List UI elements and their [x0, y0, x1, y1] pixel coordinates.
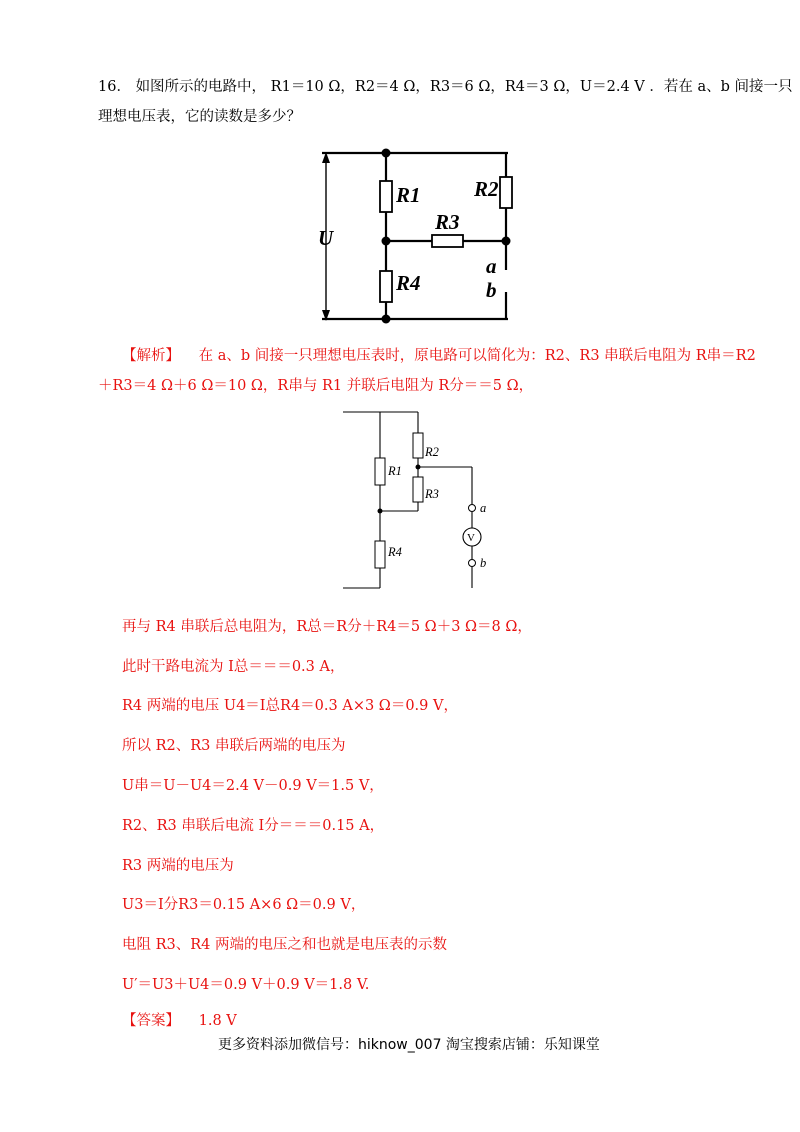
- resistor-r1: [375, 458, 385, 485]
- terminal-a: [469, 505, 476, 512]
- analysis-line-8: R2、R3 串联后电流 I分＝＝＝0.15 A，: [122, 818, 385, 834]
- label-r4: R4: [396, 271, 421, 295]
- analysis-line-5: R4 两端的电压 U4＝I总R4＝0.3 A×3 Ω＝0.9 V，: [122, 698, 458, 714]
- voltmeter-label: V: [467, 532, 475, 544]
- problem-values: R1＝10 Ω，R2＝4 Ω，R3＝6 Ω，R4＝3 Ω，U＝2.4 V: [270, 79, 645, 95]
- label-r3: R3: [425, 487, 439, 501]
- analysis-line-11: 电阻 R3、R4 两端的电压之和也就是电压表的示数: [122, 937, 448, 953]
- footer-text: 更多资料添加微信号：hiknow_007 淘宝搜索店铺：乐知课堂: [218, 1037, 600, 1053]
- analysis-line-6: 所以 R2、R3 串联后两端的电压为: [122, 738, 346, 754]
- analysis-line-10: U3＝I分R3＝0.15 A×6 Ω＝0.9 V，: [122, 897, 366, 913]
- label-b: b: [486, 278, 497, 302]
- label-r2: R2: [425, 445, 439, 459]
- analysis-text-1: 在 a、b 间接一只理想电压表时，原电路可以简化为：R2、R3 串联后电阻为 R串＝R2: [198, 348, 756, 364]
- label-b: b: [480, 556, 487, 570]
- resistor-r4: [375, 541, 385, 568]
- junction-dot: [416, 465, 421, 470]
- label-r2: R2: [474, 177, 499, 201]
- resistor-r3: [413, 477, 423, 502]
- junction-dot: [378, 509, 383, 514]
- analysis-line-7: U串＝U－U4＝2.4 V－0.9 V＝1.5 V，: [122, 778, 384, 794]
- label-u: U: [318, 226, 334, 250]
- analysis-line-12: U′＝U3＋U4＝0.9 V＋0.9 V＝1.8 V.: [122, 977, 370, 993]
- analysis-line-2: ＋R3＝4 Ω＋6 Ω＝10 Ω，R串与 R1 并联后电阻为 R分＝＝5 Ω，: [98, 378, 534, 394]
- analysis-line-3: 再与 R4 串联后总电阻为，R总＝R分＋R4＝5 Ω＋3 Ω＝8 Ω，: [122, 619, 532, 635]
- terminal-b: [469, 560, 476, 567]
- analysis-tag: 【解析】: [122, 348, 180, 364]
- label-r1: R1: [388, 464, 402, 478]
- problem-text-a: 如图所示的电路中，: [135, 79, 267, 95]
- analysis-line-9: R3 两端的电压为: [122, 858, 234, 874]
- resistor-r2: [413, 433, 423, 458]
- label-r1: R1: [396, 183, 421, 207]
- answer-value: 1.8 V: [198, 1013, 237, 1029]
- label-r3: R3: [435, 210, 460, 234]
- analysis-line-4: 此时干路电流为 I总＝＝＝0.3 A，: [122, 659, 345, 675]
- problem-number: 16．: [98, 79, 131, 95]
- problem-text-b: ．若在 a、b 间接一只: [649, 79, 793, 95]
- answer-tag: 【答案】: [122, 1013, 180, 1029]
- label-a: a: [480, 501, 487, 515]
- label-r4: R4: [388, 545, 402, 559]
- label-a: a: [486, 254, 497, 278]
- answer-line: [122, 1011, 237, 1031]
- problem-line-2: 理想电压表，它的读数是多少？: [98, 109, 301, 125]
